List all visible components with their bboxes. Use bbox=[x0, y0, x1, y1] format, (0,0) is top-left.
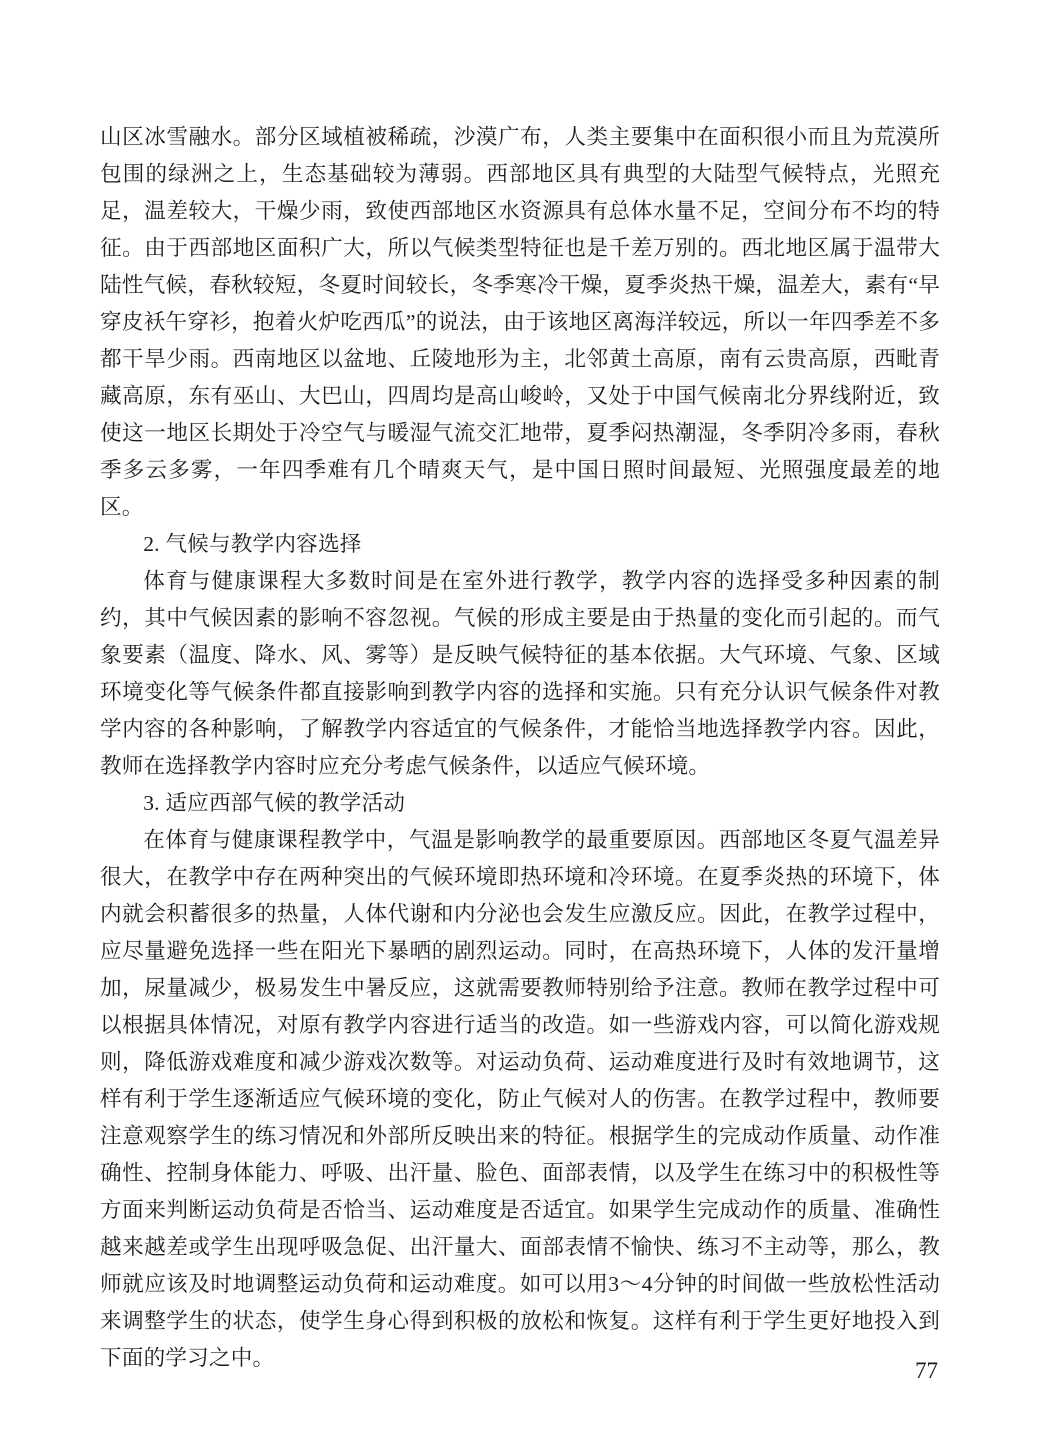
paragraph-teaching-activities: 在体育与健康课程教学中，气温是影响教学的最重要原因。西部地区冬夏气温差异很大，在教学中存在两种突出的气候环境即热环境和冷环境。在夏季炎热的环境下，体内就会积蓄很多的热量，人体代谢和内分泌也会发生应激反应。因此，在教学过程中，应尽量避免选择一些在阳光下暴晒的剧烈运动。同时，在高热环境下，人体的发汗量增加，尿量减少，极易发生中暑反应，这就需要教师特别给予注意。教师在教学过程中可以根据具体情况，对原有教学内容进行适当的改造。如一些游戏内容，可以简化游戏规则，降低游戏难度和减少游戏次数等。对运动负荷、运动难度进行及时有效地调节，这样有利于学生逐渐适应气候环境的变化，防止气候对人的伤害。在教学过程中，教师要注意观察学生的练习情况和外部所反映出来的特征。根据学生的完成动作质量、动作准确性、控制身体能力、呼吸、出汗量、脸色、面部表情，以及学生在练习中的积极性等方面来判断运动负荷是否恰当、运动难度是否适宜。如果学生完成动作的质量、准确性越来越差或学生出现呼吸急促、出汗量大、面部表情不愉快、练习不主动等，那么，教师就应该及时地调整运动负荷和运动难度。如可以用3～4分钟的时间做一些放松性活动来调整学生的状态，使学生身心得到积极的放松和恢复。这样有利于学生更好地投入到下面的学习之中。 bbox=[100, 828, 940, 1370]
page-content bbox=[100, 119, 940, 1377]
paragraph-teaching-content-selection: 体育与健康课程大多数时间是在室外进行教学，教学内容的选择受多种因素的制约，其中气候因素的影响不容忽视。气候的形成主要是由于热量的变化而引起的。而气象要素（温度、降水、风、雾等）是反映气候特征的基本依据。大气环境、气象、区域环境变化等气候条件都直接影响到教学内容的选择和实施。只有充分认识气候条件对教学内容的各种影响，了解教学内容适宜的气候条件，才能恰当地选择教学内容。因此，教师在选择教学内容时应充分考虑气候条件，以适应气候环境。 bbox=[100, 569, 940, 778]
section-heading-3-adapt-western-climate: 3. 适应西部气候的教学活动 bbox=[143, 791, 406, 815]
section-heading-2-climate-teaching-content: 2. 气候与教学内容选择 bbox=[143, 532, 362, 556]
paragraph-climate-overview: 山区冰雪融水。部分区域植被稀疏，沙漠广布，人类主要集中在面积很小而且为荒漠所包围的绿洲之上，生态基础较为薄弱。西部地区具有典型的大陆型气候特点，光照充足，温差较大，干燥少雨，致使西部地区水资源具有总体水量不足，空间分布不均的特征。由于西部地区面积广大，所以气候类型特征也是千差万别的。西北地区属于温带大陆性气候，春秋较短，冬夏时间较长，冬季寒冷干燥，夏季炎热干燥，温差大，素有“早穿皮袄午穿衫，抱着火炉吃西瓜”的说法，由于该地区离海洋较远，所以一年四季差不多都干旱少雨。西南地区以盆地、丘陵地形为主，北邻黄土高原，南有云贵高原，西毗青藏高原，东有巫山、大巴山，四周均是高山峻岭，又处于中国气候南北分界线附近，致使这一地区长期处于冷空气与暖湿气流交汇地带，夏季闷热潮湿，冬季阴冷多雨，春秋季多云多雾，一年四季难有几个晴爽天气，是中国日照时间最短、光照强度最差的地区。 bbox=[100, 125, 940, 519]
page-number: 77 bbox=[915, 1358, 938, 1383]
